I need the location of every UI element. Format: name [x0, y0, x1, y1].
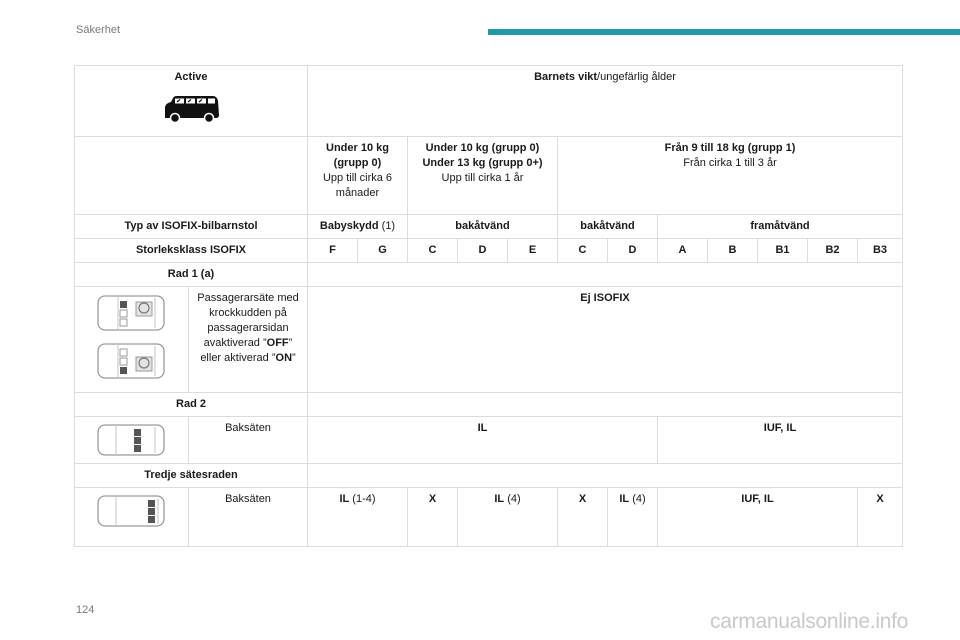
- row-2-value-rear: IL: [308, 417, 658, 464]
- seat-type-label: Typ av ISOFIX-bilbarnstol: [75, 215, 308, 239]
- row-3-value-cell: [308, 488, 408, 547]
- size-class-cell: C: [558, 239, 608, 263]
- car-top-view-row-3-icon: [96, 494, 168, 530]
- group-0plus-title-2: Under 13 kg (grupp 0+): [422, 157, 543, 169]
- size-class-cell: C: [408, 239, 458, 263]
- rear-facing-cell-2: bakåtvänd: [558, 215, 658, 239]
- row-1-seat-description: [189, 287, 308, 393]
- section-title: Säkerhet: [76, 24, 121, 36]
- babyskydd-note: (1): [378, 220, 396, 232]
- empty-cell: [75, 137, 308, 215]
- group-0plus-cell: [408, 137, 558, 215]
- size-class-cell: B: [708, 239, 758, 263]
- size-class-label: Storleksklass ISOFIX: [75, 239, 308, 263]
- row-3-value-cell: X: [408, 488, 458, 547]
- size-class-cell: F: [308, 239, 358, 263]
- row-2-seat-description: Baksäten: [189, 417, 308, 464]
- airbag-off-label: OFF: [266, 337, 289, 349]
- row-3-label: Tredje sätesraden: [75, 464, 308, 488]
- row-3-value: IL: [339, 493, 350, 505]
- row-3-value: IL: [619, 493, 630, 505]
- section-accent-bar: [488, 29, 960, 35]
- size-class-cell: B1: [758, 239, 808, 263]
- row-3-seat-row: [75, 488, 903, 547]
- airbag-text-part-1: Passagerarsäte med krockkudden på passagerarsidan avaktiverad ”: [197, 292, 299, 349]
- child-weight-label: Barnets vikt: [534, 71, 598, 83]
- row-2-label-row: [75, 393, 903, 417]
- group-1-age: Från cirka 1 till 3 år: [683, 157, 777, 169]
- empty-cell: [308, 464, 903, 488]
- row-3-value-cell: IUF, IL: [658, 488, 858, 547]
- row-2-diagram-cell: [75, 417, 189, 464]
- approx-age-label: /ungefärlig ålder: [597, 71, 676, 83]
- row-1-label-row: [75, 263, 903, 287]
- active-header-label: Active: [174, 71, 208, 83]
- row-1-label: Rad 1 (a): [75, 263, 308, 287]
- size-class-cell: B2: [808, 239, 858, 263]
- car-top-view-front-seat-icon: [96, 293, 168, 335]
- empty-cell: [308, 393, 903, 417]
- row-3-note: (4): [629, 493, 646, 505]
- size-class-cell: D: [458, 239, 508, 263]
- row-3-seat-description: Baksäten: [189, 488, 308, 547]
- group-0-title: Under 10 kg (grupp 0): [326, 142, 389, 169]
- size-class-cell: D: [608, 239, 658, 263]
- airbag-on-label: ON: [275, 352, 293, 364]
- group-0plus-title-1: Under 10 kg (grupp 0): [425, 142, 540, 154]
- row-1-diagram-cell: [75, 287, 189, 393]
- page-number: 124: [76, 604, 95, 616]
- row-2-seat-row: [75, 417, 903, 464]
- row-3-note: (4): [504, 493, 521, 505]
- airbag-text-part-3: ”: [292, 352, 296, 364]
- size-class-cell: G: [358, 239, 408, 263]
- size-class-cell: E: [508, 239, 558, 263]
- babyskydd-cell: [308, 215, 408, 239]
- car-top-view-passenger-seat-icon: [96, 341, 168, 383]
- forward-facing-cell: framåtvänd: [658, 215, 903, 239]
- table-header-row: [75, 66, 903, 137]
- row-1-value: Ej ISOFIX: [308, 287, 903, 393]
- row-3-diagram-cell: [75, 488, 189, 547]
- size-class-cell: A: [658, 239, 708, 263]
- child-weight-header-cell: [308, 66, 903, 137]
- row-3-value-cell: [608, 488, 658, 547]
- car-top-view-row-2-icon: [96, 423, 168, 459]
- row-3-value-cell: [458, 488, 558, 547]
- minivan-icon: [161, 93, 221, 125]
- group-0plus-age: Upp till cirka 1 år: [441, 172, 524, 184]
- group-1-title: Från 9 till 18 kg (grupp 1): [664, 142, 796, 154]
- rear-facing-cell-1: bakåtvänd: [408, 215, 558, 239]
- size-class-cell: B3: [858, 239, 903, 263]
- row-3-label-row: [75, 464, 903, 488]
- active-header-cell: [75, 66, 308, 137]
- size-class-row: [75, 239, 903, 263]
- row-2-label: Rad 2: [75, 393, 308, 417]
- row-3-value-cell: X: [558, 488, 608, 547]
- group-1-cell: [558, 137, 903, 215]
- seat-type-row: [75, 215, 903, 239]
- group-0-age: Upp till cirka 6 månader: [322, 172, 393, 199]
- row-1-seat-row: [75, 287, 903, 393]
- airbag-text-part-2: ” eller aktiverad ”: [200, 337, 293, 364]
- group-0-cell: [308, 137, 408, 215]
- isofix-table: [74, 65, 903, 547]
- empty-cell: [308, 263, 903, 287]
- babyskydd-label: Babyskydd: [319, 220, 379, 232]
- row-3-value-cell: X: [858, 488, 903, 547]
- row-3-value: IL: [494, 493, 505, 505]
- watermark: carmanualsonline.info: [710, 610, 908, 633]
- row-3-note: (1-4): [349, 493, 376, 505]
- row-2-value-forward: IUF, IL: [658, 417, 903, 464]
- weight-group-row: [75, 137, 903, 215]
